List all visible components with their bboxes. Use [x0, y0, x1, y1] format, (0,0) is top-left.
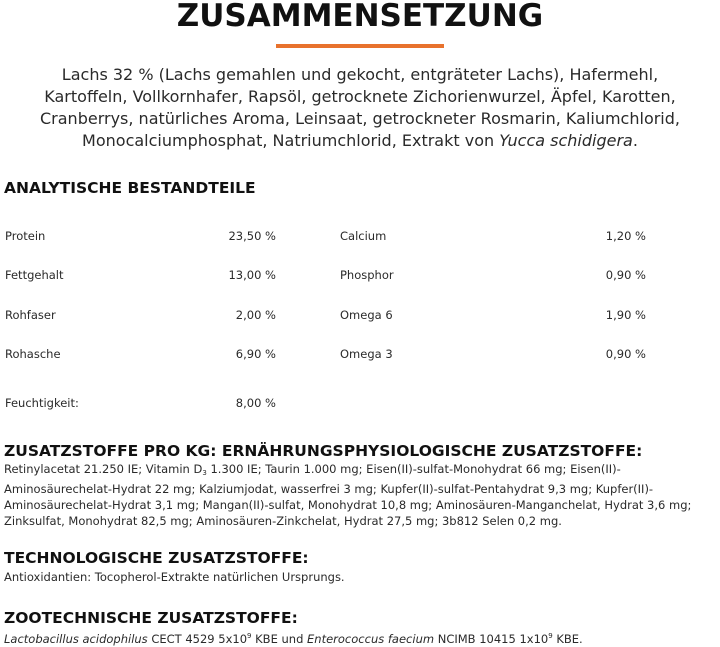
exponent: 9 [548, 632, 553, 640]
analytics-value: 1,90 % [605, 308, 646, 322]
analytics-value: 13,00 % [228, 268, 276, 282]
analytics-value: 1,20 % [605, 229, 646, 243]
table-row [0, 308, 720, 348]
analytics-name: Fettgehalt [5, 268, 64, 282]
zootechnical-text-part: KBE. [552, 632, 583, 646]
organism-enterococcus: Enterococcus faecium [307, 632, 435, 646]
vitamin-d-subscript: 3 [202, 469, 207, 477]
zootechnical-text-part: KBE und [251, 632, 308, 646]
composition-line: Lachs 32 % (Lachs gemahlen und gekocht, entgräteter Lachs), Hafermehl, [61, 65, 659, 84]
table-row [0, 268, 720, 308]
analytics-value: 8,00 % [235, 396, 276, 410]
zootechnical-text-part: CECT 4529 5x10 [147, 632, 248, 646]
analytics-name: Rohasche [5, 347, 61, 361]
organism-lactobacillus: Lactobacillus acidophilus [4, 632, 148, 646]
analytics-value: 6,90 % [235, 347, 276, 361]
analytics-name: Protein [5, 229, 46, 243]
zootechnical-text [4, 628, 716, 647]
title-underline-accent [276, 44, 444, 48]
table-row [0, 229, 720, 269]
analytics-name: Phosphor [340, 268, 394, 282]
analytics-value: 0,90 % [605, 347, 646, 361]
composition-yucca: Yucca schidigera [499, 131, 633, 150]
technological-heading: TECHNOLOGISCHE ZUSATZSTOFFE: [4, 549, 309, 567]
additives-text-start: Retinylacetat 21.250 IE; Vitamin D [4, 462, 203, 476]
composition-last-suffix: . [632, 131, 638, 150]
analytics-value: 23,50 % [228, 229, 276, 243]
composition-line [20, 130, 700, 152]
additives-heading: ZUSATZSTOFFE PRO KG: ERNÄHRUNGSPHYSIOLOGISCHE ZUSATZSTOFFE: [4, 442, 643, 460]
composition-line: Cranberrys, natürliches Aroma, Leinsaat, getrockneter Rosmarin, Kaliumchlorid, [40, 109, 680, 128]
analytics-name: Omega 3 [340, 347, 393, 361]
analytics-name: Calcium [340, 229, 387, 243]
table-row [0, 347, 720, 387]
analytics-value: 0,90 % [605, 268, 646, 282]
additives-text-rest: 1.300 IE; Taurin 1.000 mg; Eisen(II)-sulfat-Monohydrat 66 mg; Eisen(II)-Aminosäurechelat-Hydrat 22 mg; Kalziumjodat, wasserfrei 3 mg; Kupfer(II)-sulfat-Pentahydrat 9,3 mg; Kupfer(II)-Aminosäurechelat-Hydrat 3,1 mg; Mangan(II)-sulfat, Monohydrat 10,8 mg; Aminosäuren-Manganchelat, Hydrat 3,6 mg; Zinksulfat, Monohydrat 82,5 mg; Aminosäuren-Zinkchelat, Hydrat 27,5 mg; 3b812 Selen 0,2 mg. [4, 462, 692, 528]
exponent: 9 [247, 632, 252, 640]
analytics-value: 2,00 % [235, 308, 276, 322]
zootechnical-heading: ZOOTECHNISCHE ZUSATZSTOFFE: [4, 609, 298, 627]
analytics-name: Feuchtigkeit: [5, 396, 79, 410]
technological-text: Antioxidantien: Tocopherol-Extrakte natürlichen Ursprungs. [4, 570, 345, 584]
zootechnical-text-part: NCIMB 10415 1x10 [434, 632, 549, 646]
analytics-heading: ANALYTISCHE BESTANDTEILE [4, 179, 256, 197]
analytics-name: Omega 6 [340, 308, 393, 322]
composition-line: Kartoffeln, Vollkornhafer, Rapsöl, getrocknete Zichorienwurzel, Äpfel, Karotten, [44, 87, 676, 106]
page-title: ZUSAMMENSETZUNG [176, 0, 544, 34]
composition-last-prefix: Monocalciumphosphat, Natriumchlorid, Extrakt von [82, 131, 500, 150]
composition-text [20, 64, 700, 152]
additives-text [4, 461, 716, 529]
analytics-name: Rohfaser [5, 308, 56, 322]
table-row [0, 396, 720, 436]
